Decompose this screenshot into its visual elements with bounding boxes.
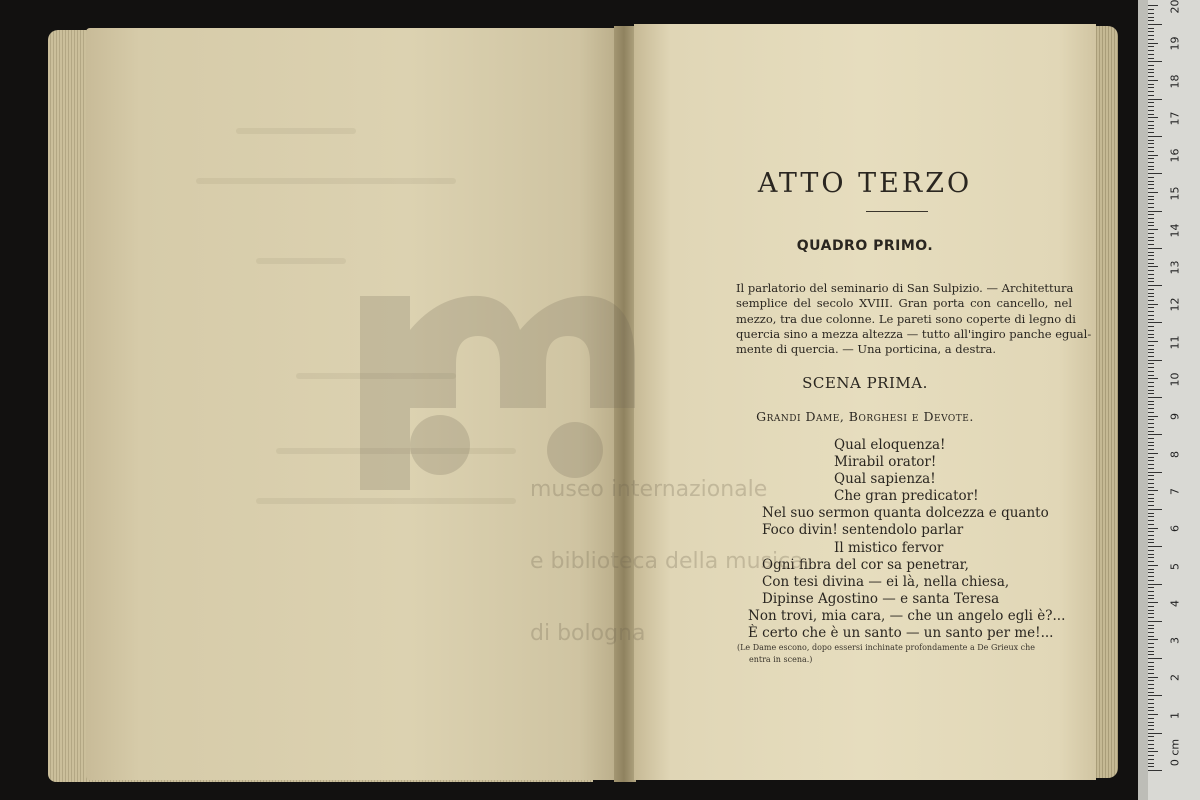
ruler-tick bbox=[1148, 345, 1154, 346]
ruler-tick bbox=[1148, 408, 1154, 409]
ruler-label: 2 bbox=[1168, 674, 1182, 682]
ruler-tick bbox=[1148, 647, 1154, 648]
ruler-label: 13 bbox=[1168, 260, 1182, 275]
ruler-tick bbox=[1148, 184, 1154, 185]
ruler-tick bbox=[1148, 654, 1154, 655]
ruler-tick bbox=[1148, 673, 1154, 674]
ruler-tick bbox=[1148, 457, 1154, 458]
ruler-tick bbox=[1148, 423, 1154, 424]
ruler-tick bbox=[1148, 580, 1154, 581]
ruler-tick bbox=[1148, 5, 1158, 6]
ruler-label: 6 bbox=[1168, 525, 1182, 533]
verse-line: Non trovi, mia cara, — che un angelo egli è?... bbox=[748, 607, 1066, 624]
ruler-tick bbox=[1148, 688, 1154, 689]
ruler-label: 11 bbox=[1168, 335, 1182, 350]
ruler-tick bbox=[1148, 554, 1154, 555]
ruler-tick bbox=[1148, 569, 1154, 570]
ruler-tick bbox=[1148, 445, 1154, 446]
ruler-tick bbox=[1148, 95, 1154, 96]
ruler-tick bbox=[1148, 229, 1158, 230]
ruler-tick bbox=[1148, 434, 1162, 435]
ruler-tick bbox=[1148, 591, 1154, 592]
ruler-tick bbox=[1148, 169, 1154, 170]
ruler-tick bbox=[1148, 259, 1154, 260]
verse-line: Mirabil orator! bbox=[834, 454, 937, 471]
ruler-tick bbox=[1148, 699, 1154, 700]
title-divider bbox=[866, 211, 928, 212]
stage-description bbox=[736, 281, 1092, 357]
ruler-tick bbox=[1148, 494, 1154, 495]
ruler-tick bbox=[1148, 330, 1154, 331]
ruler-tick bbox=[1148, 20, 1154, 21]
ruler-tick bbox=[1148, 143, 1154, 144]
ruler-tick bbox=[1148, 576, 1154, 577]
ruler-label: 1 bbox=[1168, 711, 1182, 719]
ruler-label: 15 bbox=[1168, 186, 1182, 200]
ruler-tick bbox=[1148, 557, 1154, 558]
ruler-tick bbox=[1148, 740, 1154, 741]
ruler-tick bbox=[1148, 315, 1154, 316]
ruler-label: 14 bbox=[1168, 223, 1182, 238]
ruler-tick bbox=[1148, 427, 1154, 428]
ruler-tick bbox=[1148, 722, 1154, 723]
ruler-tick bbox=[1148, 121, 1154, 122]
ruler-tick bbox=[1148, 666, 1154, 667]
ruler-tick bbox=[1148, 76, 1154, 77]
ruler-tick bbox=[1148, 378, 1158, 379]
ruler-tick bbox=[1148, 516, 1154, 517]
ruler-tick bbox=[1148, 352, 1154, 353]
ruler-tick bbox=[1148, 755, 1154, 756]
ruler-tick bbox=[1148, 110, 1154, 111]
ruler-tick bbox=[1148, 211, 1162, 212]
ruler-tick bbox=[1148, 766, 1154, 767]
scena-heading: SCENA PRIMA. bbox=[802, 374, 928, 392]
ruler-tick bbox=[1148, 278, 1154, 279]
ruler-tick bbox=[1148, 199, 1154, 200]
description-line: semplice del secolo XVIII. Gran porta con cancello, nel bbox=[736, 296, 1072, 311]
ruler-tick bbox=[1148, 643, 1154, 644]
ruler-label: 0 cm bbox=[1168, 738, 1182, 767]
ruler-tick bbox=[1148, 102, 1154, 103]
ruler-tick bbox=[1148, 225, 1154, 226]
ruler-tick bbox=[1148, 587, 1154, 588]
ruler-tick bbox=[1148, 695, 1162, 696]
ruler-tick bbox=[1148, 192, 1158, 193]
ruler-tick bbox=[1148, 628, 1154, 629]
ruler-tick bbox=[1148, 386, 1154, 387]
ruler-tick bbox=[1148, 304, 1158, 305]
ruler-tick bbox=[1148, 479, 1154, 480]
ruler-tick bbox=[1148, 382, 1154, 383]
ruler-label: 20 bbox=[1168, 0, 1182, 14]
ruler-tick bbox=[1148, 140, 1154, 141]
ruler-tick bbox=[1148, 546, 1162, 547]
ruler-tick bbox=[1148, 337, 1154, 338]
ruler-tick bbox=[1148, 173, 1162, 174]
ruler-tick bbox=[1148, 404, 1154, 405]
museum-watermark-text: museo internazionale e biblioteca della musica di bologna bbox=[530, 477, 804, 646]
ruler-tick bbox=[1148, 255, 1154, 256]
ruler-tick bbox=[1148, 244, 1154, 245]
ruler-tick bbox=[1148, 565, 1158, 566]
ruler-tick bbox=[1148, 188, 1154, 189]
ruler-label: 4 bbox=[1168, 599, 1182, 607]
ruler-tick bbox=[1148, 222, 1154, 223]
ruler-tick bbox=[1148, 610, 1154, 611]
ruler-tick bbox=[1148, 132, 1154, 133]
ruler-tick bbox=[1148, 363, 1154, 364]
ruler-tick bbox=[1148, 17, 1154, 18]
ruler-tick bbox=[1148, 322, 1162, 323]
ruler-tick bbox=[1148, 166, 1154, 167]
ruler-tick bbox=[1148, 520, 1154, 521]
description-line: mente di quercia. — Una porticina, a destra. bbox=[736, 342, 997, 357]
ruler-tick bbox=[1148, 266, 1158, 267]
ruler-tick bbox=[1148, 748, 1154, 749]
ruler-tick bbox=[1148, 419, 1154, 420]
page-title: ATTO TERZO bbox=[757, 168, 973, 199]
ruler-label: 12 bbox=[1168, 297, 1182, 312]
ruler-tick bbox=[1148, 147, 1154, 148]
ruler-tick bbox=[1148, 707, 1154, 708]
ruler-tick bbox=[1148, 460, 1154, 461]
ruler-label: 8 bbox=[1168, 450, 1182, 458]
ruler-tick bbox=[1148, 639, 1158, 640]
ruler-tick bbox=[1148, 31, 1154, 32]
ruler-tick bbox=[1148, 341, 1158, 342]
ruler-tick bbox=[1148, 117, 1158, 118]
ruler-label: 5 bbox=[1168, 562, 1182, 570]
ruler-tick bbox=[1148, 28, 1154, 29]
ruler-tick bbox=[1148, 542, 1154, 543]
ruler-tick bbox=[1148, 360, 1162, 361]
ruler-tick bbox=[1148, 669, 1154, 670]
ruler-tick bbox=[1148, 237, 1154, 238]
ruler-tick bbox=[1148, 218, 1154, 219]
ruler-tick bbox=[1148, 367, 1154, 368]
ruler-tick bbox=[1148, 725, 1154, 726]
ruler-tick bbox=[1148, 703, 1154, 704]
ruler-tick bbox=[1148, 158, 1154, 159]
ruler-tick bbox=[1148, 584, 1162, 585]
ruler-tick bbox=[1148, 46, 1154, 47]
ruler-tick bbox=[1148, 84, 1154, 85]
ruler-tick bbox=[1148, 539, 1154, 540]
ruler-tick bbox=[1148, 349, 1154, 350]
ruler-tick bbox=[1148, 311, 1154, 312]
ruler-tick bbox=[1148, 334, 1154, 335]
ruler-tick bbox=[1148, 602, 1158, 603]
verse-line: Foco divin! sentendolo parlar bbox=[762, 522, 964, 539]
ruler-tick bbox=[1148, 528, 1158, 529]
ruler-tick bbox=[1148, 509, 1162, 510]
ruler-tick bbox=[1148, 472, 1162, 473]
ruler-tick bbox=[1148, 412, 1154, 413]
ruler-tick bbox=[1148, 181, 1154, 182]
ruler-tick bbox=[1148, 285, 1162, 286]
ruler-tick bbox=[1148, 718, 1154, 719]
ruler-label: 9 bbox=[1168, 413, 1182, 421]
ruler-tick bbox=[1148, 751, 1158, 752]
ruler-tick bbox=[1148, 393, 1154, 394]
stage-direction-line: entra in scena.) bbox=[749, 654, 813, 664]
ruler-tick bbox=[1148, 763, 1154, 764]
ruler-tick bbox=[1148, 114, 1154, 115]
ruler-tick bbox=[1148, 54, 1154, 55]
ruler-tick bbox=[1148, 490, 1158, 491]
ruler-tick bbox=[1148, 561, 1154, 562]
ruler-tick bbox=[1148, 307, 1154, 308]
ruler-tick bbox=[1148, 106, 1154, 107]
ruler-tick bbox=[1148, 177, 1154, 178]
ruler-tick bbox=[1148, 151, 1154, 152]
ruler-tick bbox=[1148, 65, 1154, 66]
ruler-tick bbox=[1148, 319, 1154, 320]
ruler-tick bbox=[1148, 155, 1158, 156]
ruler-label: 18 bbox=[1168, 74, 1182, 89]
description-line: Il parlatorio del seminario di San Sulpizio. — Architettura bbox=[736, 281, 1074, 295]
ruler-tick bbox=[1148, 72, 1154, 73]
ruler-tick bbox=[1148, 270, 1154, 271]
ruler-tick bbox=[1148, 61, 1162, 62]
ruler-tick bbox=[1148, 248, 1162, 249]
ruler-tick bbox=[1148, 43, 1158, 44]
ruler-tick bbox=[1148, 69, 1154, 70]
ruler-tick bbox=[1148, 733, 1162, 734]
ruler-tick bbox=[1148, 662, 1154, 663]
ruler-tick bbox=[1148, 531, 1154, 532]
verse-line: Il mistico fervor bbox=[834, 539, 944, 556]
verse-line: Dipinse Agostino — e santa Teresa bbox=[762, 590, 1000, 607]
ruler-tick bbox=[1148, 606, 1154, 607]
ruler-tick bbox=[1148, 498, 1154, 499]
ruler-tick bbox=[1148, 13, 1154, 14]
ruler-tick bbox=[1148, 24, 1162, 25]
ruler-tick bbox=[1148, 487, 1154, 488]
ruler-tick bbox=[1148, 263, 1154, 264]
ruler-tick bbox=[1148, 658, 1162, 659]
ruler-tick bbox=[1148, 35, 1154, 36]
ruler-tick bbox=[1148, 744, 1154, 745]
ruler-tick bbox=[1148, 595, 1154, 596]
ruler-tick bbox=[1148, 475, 1154, 476]
ruler-tick bbox=[1148, 449, 1154, 450]
ruler-tick bbox=[1148, 375, 1154, 376]
verse-line: È certo che è un santo — un santo per me!... bbox=[748, 625, 1054, 642]
ruler-tick bbox=[1148, 651, 1154, 652]
ruler-tick bbox=[1148, 252, 1154, 253]
ruler-tick bbox=[1148, 453, 1158, 454]
ruler-tick bbox=[1148, 617, 1154, 618]
ruler-tick bbox=[1148, 87, 1154, 88]
ruler-tick bbox=[1148, 39, 1154, 40]
verse-line: Qual eloquenza! bbox=[834, 437, 946, 453]
ruler-tick bbox=[1148, 692, 1154, 693]
ruler-tick bbox=[1148, 91, 1154, 92]
ruler-tick bbox=[1148, 214, 1154, 215]
ruler-tick bbox=[1148, 770, 1162, 771]
ruler-tick bbox=[1148, 684, 1154, 685]
verse-line: Che gran predicator! bbox=[834, 488, 979, 505]
ruler-tick bbox=[1148, 390, 1154, 391]
scene-heading: QUADRO PRIMO. bbox=[796, 238, 934, 254]
ruler-tick bbox=[1148, 438, 1154, 439]
ruler-tick bbox=[1148, 233, 1154, 234]
ruler-label: 17 bbox=[1168, 111, 1182, 126]
ruler-tick bbox=[1148, 513, 1154, 514]
verse-line: Nel suo sermon quanta dolcezza e quanto bbox=[762, 505, 1049, 522]
verse-line: Qual sapienza! bbox=[834, 471, 936, 488]
ruler-tick bbox=[1148, 677, 1158, 678]
ruler-tick bbox=[1148, 714, 1158, 715]
ruler-tick bbox=[1148, 468, 1154, 469]
ruler-tick bbox=[1148, 203, 1154, 204]
ruler-tick bbox=[1148, 207, 1154, 208]
ruler-tick bbox=[1148, 80, 1158, 81]
ruler-tick bbox=[1148, 736, 1154, 737]
ruler-tick bbox=[1148, 416, 1158, 417]
ruler-tick bbox=[1148, 58, 1154, 59]
ruler-tick bbox=[1148, 621, 1162, 622]
ruler-tick bbox=[1148, 464, 1154, 465]
ruler-label: 10 bbox=[1168, 372, 1182, 387]
ruler-label: 16 bbox=[1168, 148, 1182, 163]
ruler-tick bbox=[1148, 636, 1154, 637]
verse-line: Con tesi divina — ei là, nella chiesa, bbox=[762, 573, 1010, 590]
ruler-tick bbox=[1148, 442, 1154, 443]
ruler-tick bbox=[1148, 371, 1154, 372]
ruler-tick bbox=[1148, 293, 1154, 294]
ruler-tick bbox=[1148, 326, 1154, 327]
ruler-tick bbox=[1148, 613, 1154, 614]
ruler-tick bbox=[1148, 483, 1154, 484]
ruler-tick bbox=[1148, 136, 1162, 137]
ruler-tick bbox=[1148, 431, 1154, 432]
ruler-tick bbox=[1148, 401, 1154, 402]
ruler-tick bbox=[1148, 550, 1154, 551]
ruler-tick bbox=[1148, 598, 1154, 599]
ruler-tick bbox=[1148, 680, 1154, 681]
ruler-tick bbox=[1148, 501, 1154, 502]
ruler-tick bbox=[1148, 281, 1154, 282]
ruler-tick bbox=[1148, 162, 1154, 163]
description-line: mezzo, tra due colonne. Le pareti sono coperte di legno di bbox=[736, 311, 1076, 326]
ruler-tick bbox=[1148, 125, 1154, 126]
ruler-tick bbox=[1148, 274, 1154, 275]
ruler-tick bbox=[1148, 397, 1162, 398]
ruler-tick bbox=[1148, 9, 1154, 10]
stage-direction-line: (Le Dame escono, dopo essersi inchinate profondamente a De Grieux che bbox=[737, 643, 1036, 652]
ruler-tick bbox=[1148, 625, 1154, 626]
ruler-tick bbox=[1148, 535, 1154, 536]
ruler-tick bbox=[1148, 572, 1154, 573]
ruler-tick bbox=[1148, 524, 1154, 525]
ruler-tick bbox=[1148, 240, 1154, 241]
description-line: quercia sino a mezza altezza — tutto all'ingiro panche egual- bbox=[736, 326, 1092, 341]
ruler-label: 19 bbox=[1168, 36, 1182, 51]
ruler-tick bbox=[1148, 128, 1154, 129]
ruler-tick bbox=[1148, 99, 1162, 100]
ruler-tick bbox=[1148, 300, 1154, 301]
cast-list: Grandi Dame, Borghesi e Devote. bbox=[756, 409, 974, 424]
measurement-ruler bbox=[1138, 0, 1200, 800]
ruler-tick bbox=[1148, 729, 1154, 730]
ruler-tick bbox=[1148, 50, 1154, 51]
ruler-tick bbox=[1148, 289, 1154, 290]
ruler-tick bbox=[1148, 296, 1154, 297]
ruler-tick bbox=[1148, 505, 1154, 506]
ruler-tick bbox=[1148, 710, 1154, 711]
ruler-tick bbox=[1148, 356, 1154, 357]
ruler-label: 7 bbox=[1168, 487, 1182, 495]
ruler-tick bbox=[1148, 196, 1154, 197]
ruler-tick bbox=[1148, 759, 1154, 760]
ruler-tick bbox=[1148, 632, 1154, 633]
ruler-label: 3 bbox=[1168, 637, 1182, 645]
verse-line: Ogni fibra del cor sa penetrar, bbox=[762, 556, 969, 573]
